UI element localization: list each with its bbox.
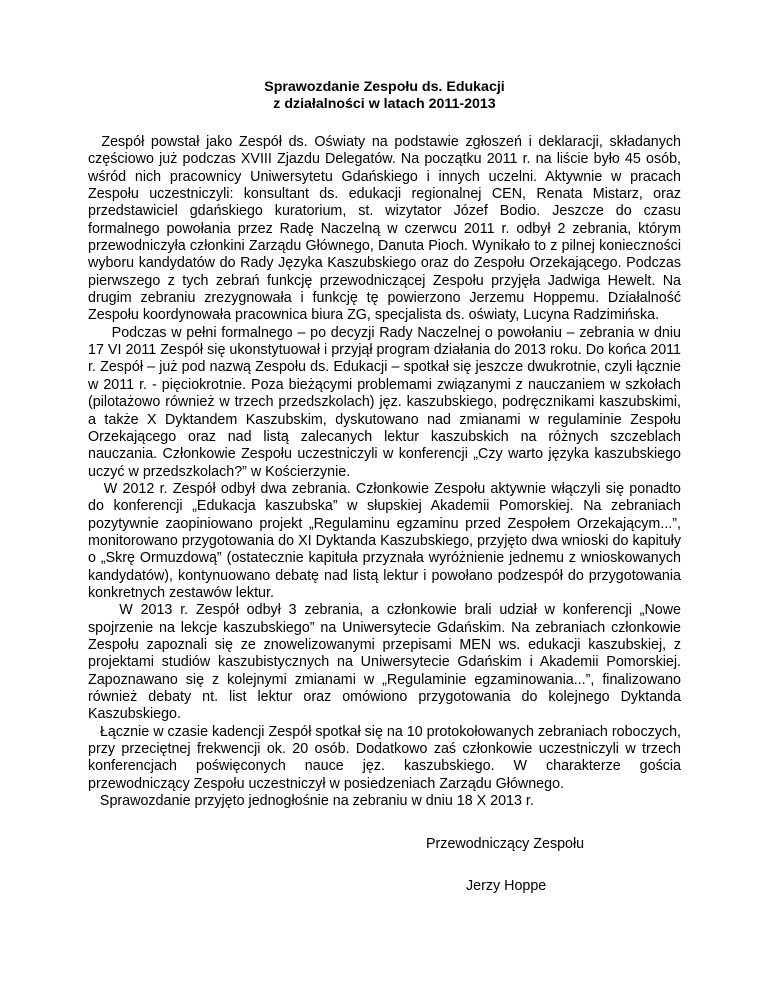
report-body xyxy=(88,134,681,810)
paragraph-6: Sprawozdanie przyjęto jednogłośnie na zebraniu w dniu 18 X 2013 r. xyxy=(88,793,534,810)
paragraph-4: W 2013 r. Zespół odbył 3 zebrania, a członkowie brali udział w konferencji „Nowe spojrzenie na lekcje kaszubskiego” na Uniwersytecie Gdańskim. Na zebraniach członkowie Zespołu zapoznali się ze znowelizowanymi przepisami MEN ws. edukacji kaszubskiej, z projektami studiów kaszubistycznych na Uniwersytecie Gdańskim i Akademii Pomorskiej. Zapoznawano się z kolejnymi zmianami w „Regulaminie egzaminowania...”, finalizowano również debaty nt. list lektur oraz omówiono przygotowania do kolejnego Dyktanda Kaszubskiego. xyxy=(88,602,681,723)
document-page xyxy=(88,79,681,894)
title-line-2: z działalności w latach 2011-2013 xyxy=(273,96,496,112)
paragraph-3: W 2012 r. Zespół odbył dwa zebrania. Członkowie Zespołu aktywnie włączyli się ponadto do konferencji „Edukacja kaszubska” w słupskiej Akademii Pomorskiej. Na zebraniach pozytywnie zaopiniowano projekt „Regulaminu egzaminu przed Zespołem Orzekającym...”, monitorowano przygotowania do XI Dyktanda Kaszubskiego, przyjęto dwa wnioski do kapituły o „Skrę Ormuzdową” (ostatecznie kapituła przyznała wyróżnienie jednemu z wnioskowanych kandydatów), kontynuowano debatę nad listą lektur i powołano podzespół do przygotowania konkretnych zestawów lektur. xyxy=(88,480,681,601)
signature-name: Jerzy Hoppe xyxy=(466,878,547,894)
paragraph-5: Łącznie w czasie kadencji Zespół spotkał się na 10 protokołowanych zebraniach roboczych, przy przeciętnej frekwencji ok. 20 osób. Dodatkowo zaś członkowie uczestniczyli w trzech konferencjach poświęconych nauce jęz. kaszubskiego. W charakterze gościa przewodniczący Zespołu uczestniczył w posiedzeniach Zarządu Głównego. xyxy=(88,723,681,792)
signature-role: Przewodniczący Zespołu xyxy=(426,836,585,852)
title-line-1: Sprawozdanie Zespołu ds. Edukacji xyxy=(264,79,505,95)
paragraph-2: Podczas w pełni formalnego – po decyzji Rady Naczelnej o powołaniu – zebrania w dniu 17 VI 2011 Zespół się ukonstytuował i przyjął program działania do 2013 roku. Do końca 2011 r. Zespół – już pod nazwą Zespołu ds. Edukacji – spotkał się jeszcze dwukrotnie, czyli łącznie w 2011 r. - pięciokrotnie. Poza bieżącymi problemami związanymi z nauczaniem w szkołach (pilotażowo również w trzech przedszkolach) jęz. kaszubskiego, podręcznikami kaszubskimi, a także X Dyktandem Kaszubskim, dyskutowano nad zmianami w regulaminie Zespołu Orzekającego oraz nad listą zalecanych lektur kaszubskich na różnych szczeblach nauczania. Członkowie Zespołu uczestniczyli w konferencji „Czy warto języka kaszubskiego uczyć w przedszkolach?” w Kościerzynie. xyxy=(88,324,681,480)
document-title xyxy=(88,79,681,113)
paragraph-1: Zespół powstał jako Zespół ds. Oświaty na podstawie zgłoszeń i deklaracji, składanych częściowo już podczas XVIII Zjazdu Delegatów. Na początku 2011 r. na liście było 45 osób, wśród nich pracownicy Uniwersytetu Gdańskiego i innych uczelni. Aktywnie w pracach Zespołu uczestniczyli: konsultant ds. edukacji regionalnej CEN, Renata Mistarz, oraz przedstawiciel gdańskiego kuratorium, st. wizytator Józef Bodio. Jeszcze do czasu formalnego powołania przez Radę Naczelną w czerwcu 2011 r. odbył 2 zebrania, którym przewodniczyła członkini Zarządu Głównego, Danuta Pioch. Wynikało to z pilnej konieczności wyboru kandydatów do Rady Języka Kaszubskiego oraz do Zespołu Orzekającego. Podczas pierwszego z tych zebrań funkcję przewodniczącej Zespołu przyjęła Jadwiga Hewelt. Na drugim zebraniu zrezygnowała i funkcję tę powierzono Jerzemu Hoppemu. Działalność Zespołu koordynowała pracownica biura ZG, specjalista ds. oświaty, Lucyna Radzimińska. xyxy=(88,134,681,324)
